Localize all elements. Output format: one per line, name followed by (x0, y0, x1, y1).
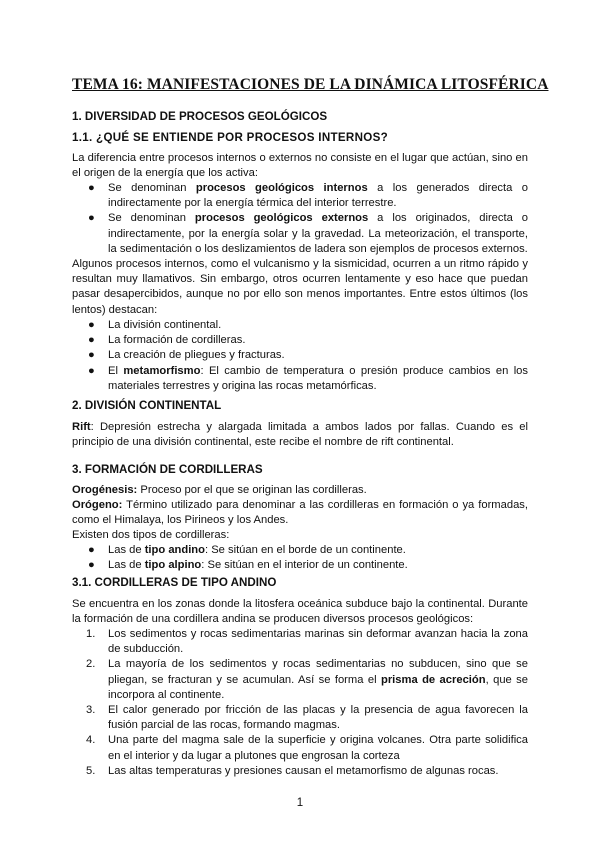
term-orogenesis: Orogénesis: (72, 484, 138, 496)
document-title: TEMA 16: MANIFESTACIONES DE LA DINÁMICA LITOSFÉRICA (72, 76, 549, 93)
section-2-heading: 2. DIVISIÓN CONTINENTAL (72, 399, 222, 412)
list-item: ● La división continental. (72, 318, 528, 333)
term-accretion-prism: prisma de acreción (380, 673, 486, 686)
list-item: 2. La mayoría de los sedimentos y rocas sedimentarias no subducen, sino que se pliegan, se fracturan y se acumulan. Así se forma el prisma de acreción, que se incorpora al continente. (86, 658, 528, 701)
bullet-icon: ● (88, 212, 95, 225)
list-item: ● La creación de pliegues y fracturas. (72, 348, 528, 363)
bullet-icon: ● (88, 544, 95, 556)
term-external: procesos geológicos externos (194, 212, 369, 225)
list-item: ● Las de tipo andino: Se sitúan en el borde de un continente. (72, 543, 528, 558)
term-orogen: Orógeno: (72, 499, 123, 511)
bullet-icon: ● (88, 182, 95, 194)
list-number: 4. (86, 734, 96, 747)
bullet-icon: ● (88, 559, 95, 572)
list-number: 1. (86, 628, 96, 640)
slow-process-list (72, 318, 528, 394)
cordillera-type-list (72, 543, 528, 573)
list-item: ● El metamorfismo: El cambio de temperatura o presión produce cambios en los materiales terrestres y origina las rocas metamórficas. (88, 364, 528, 392)
list-item: ● Se denominan procesos geológicos externos a los originados, directa o indirectamente, por la energía solar y la gravedad. La meteorización, el transporte, la sedimentación o los deslizamientos de ladera son ejemplos de procesos externos. (88, 212, 528, 255)
bullet-icon: ● (88, 319, 95, 331)
list-item: ● Las de tipo alpino: Se sitúan en el interior de un continente. (72, 558, 528, 573)
rift-definition: Rift: Depresión estrecha y alargada limitada a ambos lados por fallas. Cuando es el principio de una división continental, este recibe el nombre de rift continental. (72, 421, 528, 449)
term-alpine: tipo alpino (144, 559, 202, 572)
list-item: 1. Los sedimentos y rocas sedimentarias marinas sin deformar avanzan hacia la zona de subducción. (86, 628, 528, 656)
cordillera-types-intro: Existen dos tipos de cordilleras: (72, 529, 230, 541)
list-number: 2. (86, 658, 96, 671)
section-3-heading: 3. FORMACIÓN DE CORDILLERAS (72, 463, 263, 476)
section-1-heading: 1. DIVERSIDAD DE PROCESOS GEOLÓGICOS (72, 110, 328, 123)
process-type-list (72, 181, 528, 257)
bullet-icon: ● (88, 364, 95, 377)
section-1-paragraph: Algunos procesos internos, como el vulcanismo y la sismicidad, ocurren a un ritmo rápido y resultan muy llamativos. Sin embargo, otros ocurren lentamente y eso hace que puedan pasar desapercibidos, aunque no por ello son menos importantes. Entre estos últimos (los lentos) destacan: (72, 258, 528, 316)
section-3-1-heading: 3.1. CORDILLERAS DE TIPO ANDINO (72, 576, 277, 589)
orogenesis-definition: Orogénesis: Proceso por el que se originan las cordilleras. (72, 484, 367, 496)
list-item: 4. Una parte del magma sale de la superficie y origina volcanes. Otra parte solidifica en el interior y da lugar a plutones que engrosan la corteza (86, 734, 528, 762)
section-1-1-heading: 1.1. ¿QUÉ SE ENTIENDE POR PROCESOS INTERNOS? (72, 131, 388, 144)
section-1-intro: La diferencia entre procesos internos o externos no consiste en el lugar que actúan, sino en el origen de la energía que los activa: (72, 152, 528, 180)
list-number: 5. (86, 764, 96, 777)
list-number: 3. (86, 704, 96, 717)
bullet-icon: ● (88, 334, 95, 347)
andean-process-list (72, 627, 528, 779)
list-item: 3. El calor generado por fricción de las placas y la presencia de agua favorecen la fusión parcial de las rocas, formando magmas. (86, 704, 528, 732)
list-item: ● Se denominan procesos geológicos internos a los generados directa o indirectamente por la energía térmica del interior terrestre. (88, 182, 528, 210)
term-metamorphism: metamorfismo (123, 364, 201, 377)
list-item: 5. Las altas temperaturas y presiones causan el metamorfismo de algunas rocas. (72, 764, 528, 779)
term-rift: Rift (72, 421, 91, 433)
orogen-definition: Orógeno: Término utilizado para denominar a las cordilleras en formación o ya formadas, como el Himalaya, los Pirineos y los Andes. (72, 499, 528, 527)
term-andean: tipo andino (144, 544, 205, 556)
term-internal: procesos geológicos internos (195, 182, 368, 194)
bullet-icon: ● (88, 349, 95, 362)
section-3-1-intro: Se encuentra en los zonas donde la litosfera oceánica subduce bajo la continental. Durante la formación de una cordillera andina se producen diversos procesos geológicos: (72, 598, 528, 626)
page-number: 1 (296, 797, 304, 809)
list-item: ● La formación de cordilleras. (72, 333, 528, 348)
